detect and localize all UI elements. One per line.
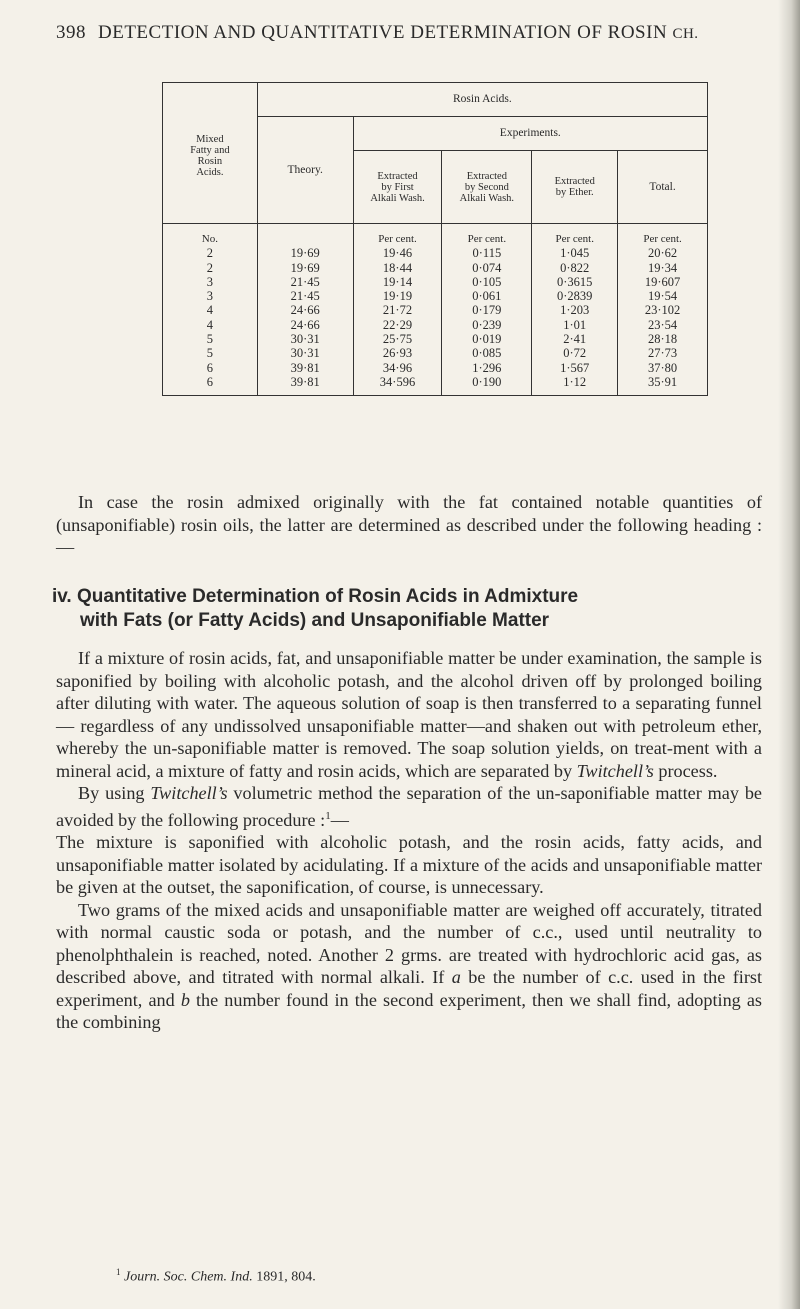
cell: 0·085 <box>472 346 502 361</box>
page-edge-shadow <box>778 0 800 1309</box>
cell: 21·45 <box>290 274 320 289</box>
cell: 4 <box>206 303 214 318</box>
cell: 28·18 <box>647 332 678 347</box>
paragraph-2: By using Twitchell’s volumetric method the separation of the un-saponifiable matter may be avoided by the following procedure :$^1$— <box>56 783 762 830</box>
running-header <box>56 22 699 44</box>
header-chapter: CH. <box>672 26 699 42</box>
cell: 4 <box>206 317 214 332</box>
cell: 3 <box>206 274 214 289</box>
cell: 0·3615 <box>557 274 593 289</box>
col-header-total: Total. <box>618 151 708 224</box>
cell: 1·01 <box>563 317 587 332</box>
cell: 5 <box>206 332 214 347</box>
cell: 0·115 <box>472 246 502 261</box>
page-number: 398 <box>56 22 86 43</box>
footnote: $^1$ Journ. Soc. Chem. Ind. 1891, 804. <box>116 1267 316 1285</box>
cell: 26·93 <box>382 346 413 361</box>
cell: 19·46 <box>382 246 413 261</box>
group-header-experiments: Experiments. <box>353 117 707 151</box>
column-ether: Per cent. 1·045 0·822 0·3615 0·2839 1·203 1·01 2·41 0·72 1·567 1·12 <box>532 224 618 396</box>
cell: 35·91 <box>647 374 678 389</box>
cell: 23·102 <box>644 303 681 318</box>
group-header-rosin-acids: Rosin Acids. <box>257 83 707 117</box>
cell: 2 <box>206 260 214 275</box>
cell: 30·31 <box>290 346 320 361</box>
cell: 0·074 <box>472 260 502 275</box>
intro-paragraph: In case the rosin admixed originally with the fat contained notable quantities of (unsaponifiable) rosin oils, the latter are determined as described under the following heading :— <box>56 492 762 557</box>
cell: 0·2839 <box>557 289 593 304</box>
col-header-second-alkali: Extracted by Second Alkali Wash. <box>442 151 532 224</box>
cell: 0·239 <box>472 317 502 332</box>
cell: 30·31 <box>290 332 320 347</box>
cell: 3 <box>206 289 214 304</box>
cell: 25·75 <box>382 332 413 347</box>
cell: 2·41 <box>563 332 587 347</box>
cell: 20·62 <box>647 246 678 261</box>
cell: 19·69 <box>290 246 320 261</box>
cell: 5 <box>206 346 214 361</box>
cell: 34·596 <box>379 374 416 389</box>
header-title: DETECTION AND QUANTITATIVE DETERMINATION OF ROSIN <box>98 22 668 43</box>
column-first-alkali: Per cent. 19·46 18·44 19·14 19·19 21·72 22·29 25·75 26·93 34·96 34·596 <box>353 224 442 396</box>
cell: 23·54 <box>647 317 678 332</box>
cell: 39·81 <box>290 374 320 389</box>
cell: 0·061 <box>472 289 502 304</box>
cell: 19·14 <box>382 274 413 289</box>
cell: 1·567 <box>560 360 590 375</box>
column-no: No. 2 2 3 3 4 4 5 5 6 6 <box>163 224 258 396</box>
column-total: Per cent. 20·62 19·34 19·607 19·54 23·102 23·54 28·18 27·73 37·80 35·91 <box>618 224 708 396</box>
cell: 19·19 <box>382 289 413 304</box>
cell: 1·12 <box>563 374 587 389</box>
cell: 21·45 <box>290 289 320 304</box>
cell: 27·73 <box>647 346 678 361</box>
cell: 0·105 <box>472 274 502 289</box>
cell: 1·203 <box>560 303 590 318</box>
cell: 37·80 <box>647 360 678 375</box>
cell: 19·34 <box>647 260 678 275</box>
cell: 39·81 <box>290 360 320 375</box>
col-header-ether: Extracted by Ether. <box>532 151 618 224</box>
cell: 19·607 <box>644 274 681 289</box>
cell: 22·29 <box>382 317 413 332</box>
rosin-acids-table <box>162 82 708 396</box>
cell: 2 <box>206 246 214 261</box>
cell: 24·66 <box>290 317 320 332</box>
cell: 34·96 <box>382 360 413 375</box>
paragraph-1: If a mixture of rosin acids, fat, and unsaponifiable matter be under examination, the sample is saponified by boiling with alcoholic potash, and the alcohol driven off by prolonged boiling after diluting with water. The aqueous solution of soap is then transferred to a separating funnel — regardless of any undissolved unsaponifiable matter—and shaken out with petroleum ether, whereby the un-saponifiable matter is removed. The soap solution yields, on treat-ment with a mineral acid, a mixture of fatty and rosin acids, which are separated by Twitchell’s process. <box>56 648 762 781</box>
col-header-theory: Theory. <box>257 117 353 224</box>
cell: 0·019 <box>472 332 502 347</box>
cell: 6 <box>206 360 214 375</box>
cell: 0·72 <box>563 346 587 361</box>
cell: 19·54 <box>647 289 678 304</box>
cell: 0·190 <box>472 374 502 389</box>
cell: 24·66 <box>290 303 320 318</box>
column-second-alkali: Per cent. 0·115 0·074 0·105 0·061 0·179 0·239 0·019 0·085 1·296 0·190 <box>442 224 532 396</box>
cell: 0·179 <box>472 303 502 318</box>
section-heading: iv. Quantitative Determination of Rosin Acids in Admixture with Fats (or Fatty Acids) and Unsaponifiable Matter <box>52 586 579 631</box>
paragraph-4: Two grams of the mixed acids and unsaponifiable matter are weighed off accurately, titrated with normal caustic soda or potash, and the number of c.c., used until neutrality to phenolphthalein is reached, noted. Another 2 grms. are treated with hydrochloric acid gas, as described above, and titrated with normal alkali. If a be the number of c.c. used in the first experiment, and b the number found in the second experiment, then we shall find, adopting as the combining <box>56 899 763 1033</box>
col-header-first-alkali: Extracted by First Alkali Wash. <box>353 151 442 224</box>
column-theory <box>257 224 353 396</box>
cell: 0·822 <box>560 260 590 275</box>
col-header-mixed-acids: Mixed Fatty and Rosin Acids. <box>163 83 258 224</box>
cell: 18·44 <box>382 260 413 275</box>
cell: 19·69 <box>290 260 320 275</box>
cell: 21·72 <box>382 303 413 318</box>
cell: 1·296 <box>472 360 502 375</box>
cell: 1·045 <box>560 246 590 261</box>
cell: 6 <box>206 374 214 389</box>
body-text <box>56 647 762 1034</box>
paragraph-3: The mixture is saponified with alcoholic potash, and the rosin acids, fatty acids, and unsaponifiable matter isolated by acidulating. If a mixture of the acids and unsaponifiable matter be given at the outset, the saponification, of course, is unnecessary. <box>56 832 762 898</box>
